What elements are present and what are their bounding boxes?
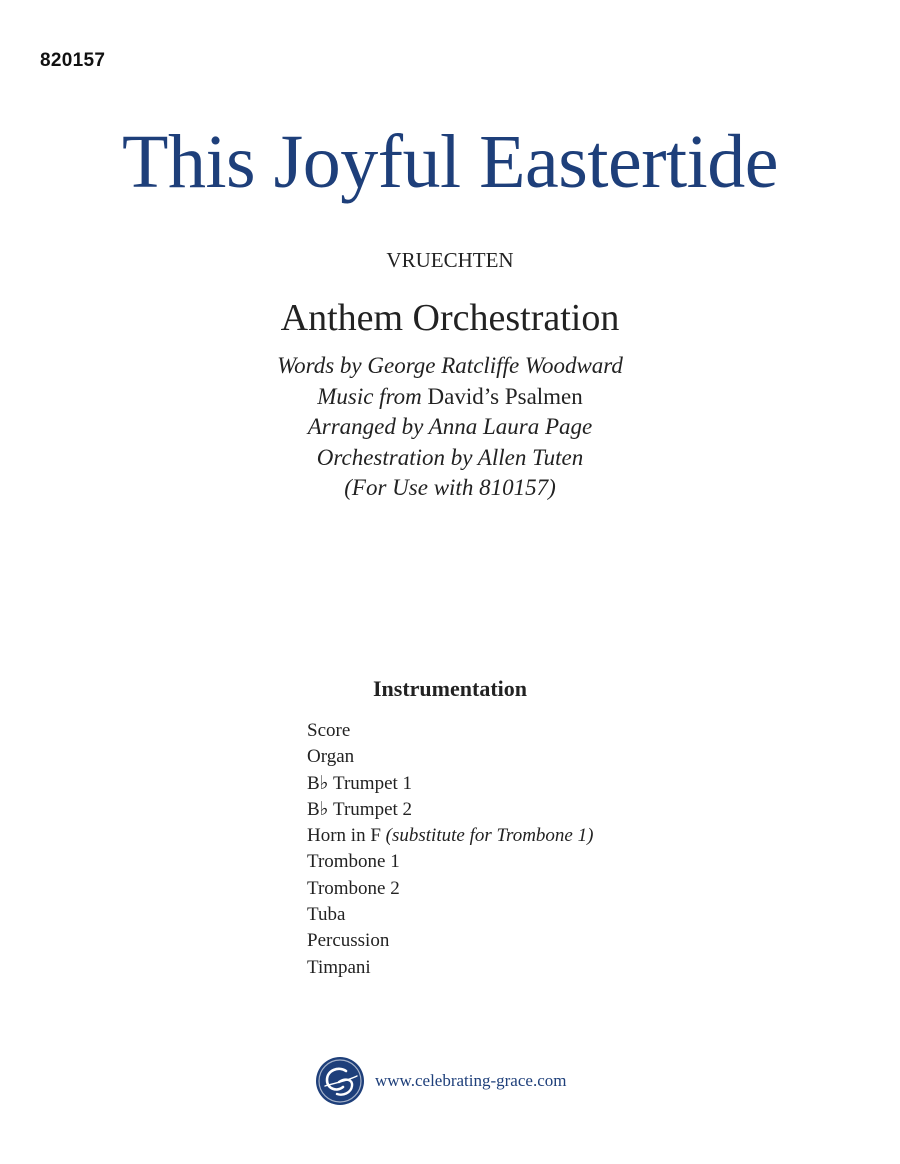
credit-words: Words by George Ratcliffe Woodward (277, 353, 623, 378)
page-title: This Joyful Eastertide (122, 120, 778, 204)
instrumentation-heading: Instrumentation (372, 676, 527, 701)
credits-block (0, 351, 900, 504)
credit-music-prefix: Music from (317, 383, 422, 409)
instrument-item (307, 928, 593, 954)
instrument-item (307, 797, 593, 823)
credit-music (0, 382, 900, 413)
instrument-label: Percussion (307, 930, 390, 952)
instrument-note: (substitute for Trombone 1) (385, 825, 594, 847)
footer (315, 1056, 566, 1106)
instrument-label: Tuba (307, 904, 346, 926)
credit-use-with: (For Use with 810157) (344, 475, 556, 500)
celebrating-grace-logo-icon (315, 1056, 365, 1106)
instrument-item (307, 876, 593, 902)
subtitle: Anthem Orchestration (280, 297, 620, 339)
instrument-label: Trombone 2 (307, 877, 400, 899)
instrument-item (307, 902, 593, 928)
instrument-label: B♭ Trumpet 1 (307, 772, 413, 794)
instrument-item (307, 718, 593, 744)
credit-arranged: Arranged by Anna Laura Page (307, 414, 593, 439)
website-link[interactable]: www.celebrating-grace.com (375, 1071, 567, 1090)
instrument-label: Trombone 1 (307, 851, 400, 873)
instrument-label: Timpani (307, 956, 371, 978)
instrument-label: Score (307, 720, 351, 741)
instrument-item (307, 771, 593, 797)
credit-music-source: David’s Psalmen (427, 383, 583, 409)
instrument-item (307, 849, 593, 875)
instrument-label: Horn in F (307, 825, 381, 847)
instrument-item (307, 955, 593, 981)
credit-orchestration: Orchestration by Allen Tuten (316, 444, 584, 470)
tune-name: VRUECHTEN (386, 248, 514, 272)
instrument-item (307, 823, 593, 849)
instrument-label: B♭ Trumpet 2 (307, 798, 413, 820)
instrumentation-list (307, 718, 593, 981)
instrument-label: Organ (307, 746, 355, 768)
instrument-item (307, 744, 593, 770)
catalog-number: 820157 (40, 50, 106, 71)
